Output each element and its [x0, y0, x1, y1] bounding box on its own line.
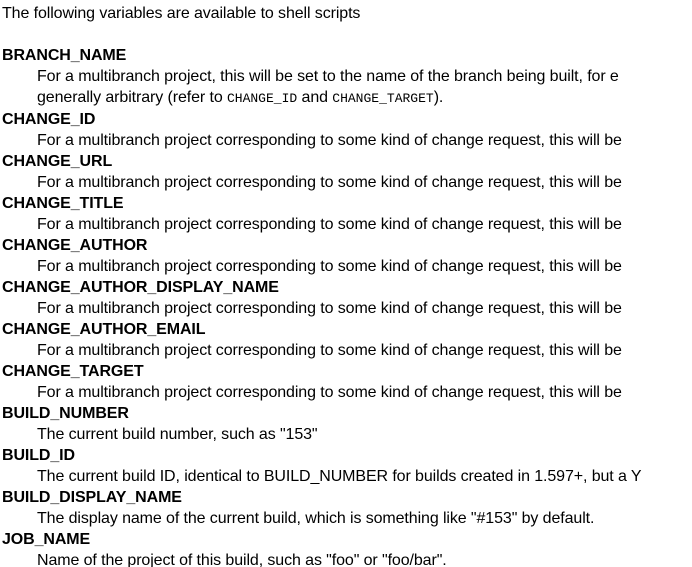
- variable-description-line: [37, 550, 692, 567]
- variable-description-line: [37, 66, 692, 87]
- description-text: For a multibranch project corresponding to some kind of change request, this will be: [37, 342, 622, 359]
- description-text: For a multibranch project corresponding to some kind of change request, this will be: [37, 300, 622, 317]
- description-text: Name of the project of this build, such as "foo" or "foo/bar".: [37, 552, 447, 567]
- variable-term: BUILD_DISPLAY_NAME: [2, 489, 182, 506]
- description-text: and: [297, 89, 333, 106]
- variable-term: BUILD_NUMBER: [2, 405, 129, 422]
- description-text: For a multibranch project corresponding to some kind of change request, this will be: [37, 258, 622, 275]
- description-text: The display name of the current build, which is something like "#153" by default.: [37, 510, 595, 527]
- code-reference: CHANGE_ID: [226, 91, 298, 106]
- variable-term: CHANGE_AUTHOR: [2, 237, 148, 254]
- variable-description-line: [37, 340, 692, 361]
- description-text: The current build ID, identical to BUILD_NUMBER for builds created in 1.597+, but a Y: [37, 468, 642, 485]
- description-text: For a multibranch project corresponding to some kind of change request, this will be: [37, 174, 622, 191]
- variable-description-line: [37, 130, 692, 151]
- description-text: For a multibranch project corresponding to some kind of change request, this will be: [37, 384, 622, 401]
- variable-description-line: [37, 424, 692, 445]
- variable-description-line: [37, 214, 692, 235]
- variable-term: CHANGE_AUTHOR_EMAIL: [2, 321, 206, 338]
- code-reference: CHANGE_TARGET: [332, 91, 434, 106]
- description-text: The current build number, such as "153": [37, 426, 318, 443]
- description-text: For a multibranch project corresponding to some kind of change request, this will be: [37, 216, 622, 233]
- description-text: For a multibranch project corresponding to some kind of change request, this will be: [37, 132, 622, 149]
- variable-description-line: [37, 87, 692, 109]
- variable-description-line: [37, 466, 692, 487]
- intro-text: The following variables are available to shell scripts: [2, 5, 361, 22]
- variable-term: JOB_NAME: [2, 531, 91, 548]
- description-text: generally arbitrary (refer to: [37, 89, 227, 106]
- variable-term: BUILD_ID: [2, 447, 75, 464]
- variable-description-line: [37, 382, 692, 403]
- variable-description-line: [37, 298, 692, 319]
- variable-term: CHANGE_AUTHOR_DISPLAY_NAME: [2, 279, 279, 296]
- variable-term: CHANGE_URL: [2, 153, 113, 170]
- description-text: ).: [433, 89, 444, 106]
- variable-term: CHANGE_TARGET: [2, 363, 144, 380]
- variable-term: CHANGE_TITLE: [2, 195, 124, 212]
- variable-term: CHANGE_ID: [2, 111, 96, 128]
- variable-description-line: [37, 172, 692, 193]
- description-text: For a multibranch project, this will be set to the name of the branch being built, for e: [37, 68, 619, 85]
- variable-definition-list: [2, 45, 692, 567]
- variable-description-line: [37, 508, 692, 529]
- variable-description-line: [37, 256, 692, 277]
- variable-term: BRANCH_NAME: [2, 47, 127, 64]
